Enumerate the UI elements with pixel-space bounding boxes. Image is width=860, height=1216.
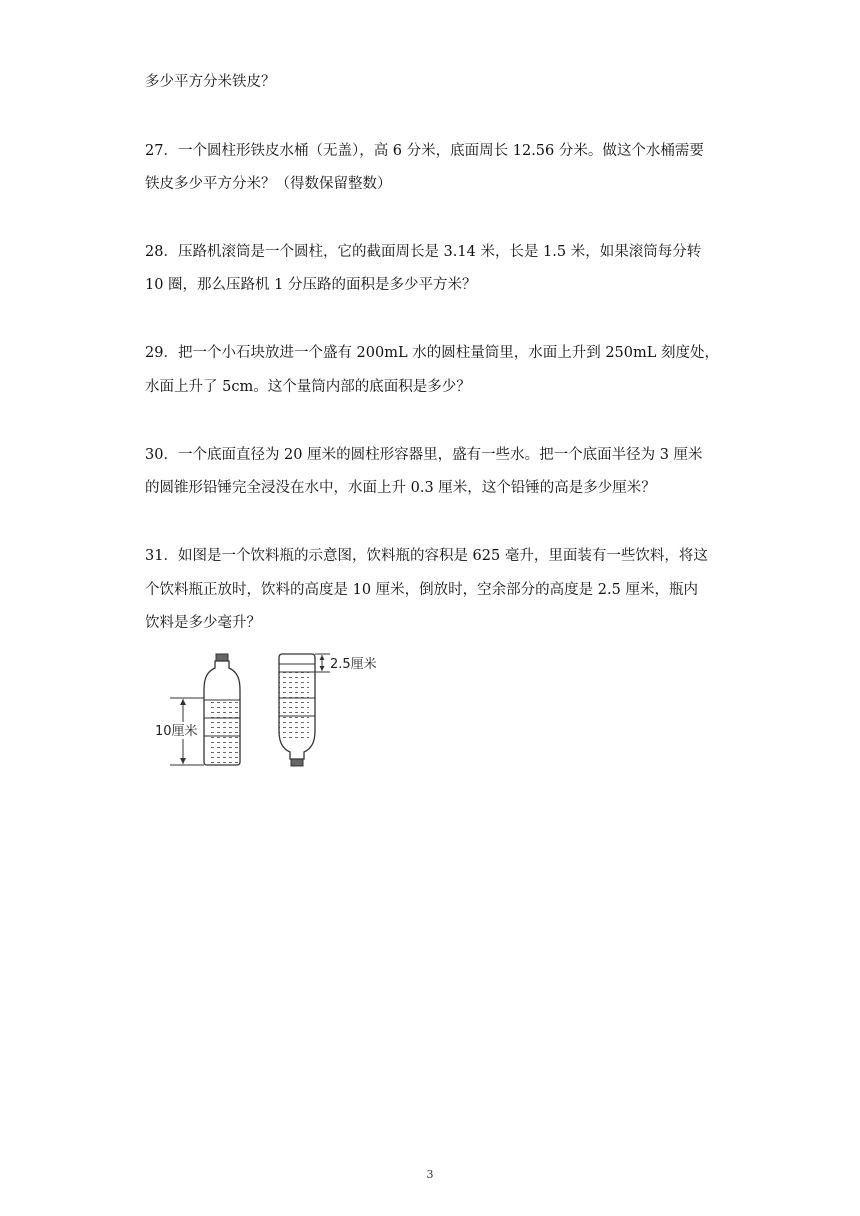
q31-line-3: 饮料是多少毫升？	[145, 615, 261, 631]
q30-line-1: 30．一个底面直径为 20 厘米的圆柱形容器里，盛有一些水。把一个底面半径为 3 厘米	[145, 447, 703, 463]
q30-line-2: 的圆锥形铅锤完全浸没在水中，水面上升 0.3 厘米，这个铅锤的高是多少厘米？	[145, 480, 656, 496]
inverted-bottle	[279, 654, 315, 766]
bottle-diagram	[150, 650, 390, 770]
q31-line-2: 个饮料瓶正放时，饮料的高度是 10 厘米，倒放时，空余部分的高度是 2.5 厘米，瓶内	[145, 582, 698, 598]
inverted-gap-dimension	[315, 654, 330, 672]
q31-line-1: 31．如图是一个饮料瓶的示意图，饮料瓶的容积是 625 毫升，里面装有一些饮料，将这	[145, 548, 708, 564]
q26-continuation: 多少平方分米铁皮？	[145, 74, 276, 90]
upright-bottle	[204, 654, 240, 765]
q27-line-1: 27．一个圆柱形铁皮水桶（无盖），高 6 分米，底面周长 12.56 分米。做这个水桶需要	[145, 143, 704, 159]
q29-line-1: 29．把一个小石块放进一个盛有 200mL 水的圆柱量筒里，水面上升到 250mL 刻度处，	[145, 345, 719, 361]
q27-line-2: 铁皮多少平方分米？（得数保留整数）	[145, 176, 392, 192]
q29-line-2: 水面上升了 5cm。这个量筒内部的底面积是多少？	[145, 379, 471, 395]
q28-line-2: 10 圈，那么压路机 1 分压路的面积是多少平方米？	[145, 277, 477, 293]
q28-line-1: 28．压路机滚筒是一个圆柱，它的截面周长是 3.14 米，长是 1.5 米，如果滚筒每分转	[145, 244, 702, 260]
upright-height-label: 10厘米	[155, 724, 198, 739]
page-number: 3	[426, 1168, 434, 1181]
inverted-gap-label: 2.5厘米	[330, 657, 377, 672]
